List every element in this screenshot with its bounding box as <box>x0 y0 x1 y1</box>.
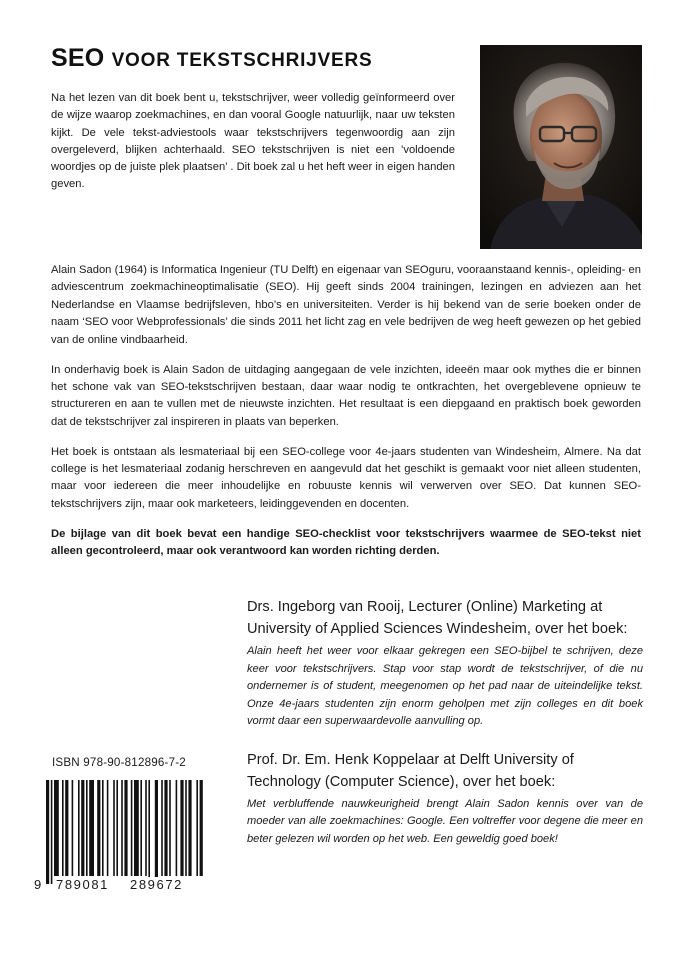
testimonials <box>247 596 643 848</box>
barcode-bar <box>140 780 142 876</box>
barcode-bar <box>97 780 100 876</box>
author-portrait-image <box>480 45 642 249</box>
barcode-bar <box>134 780 139 876</box>
barcode-digit-first: 9 <box>34 877 43 892</box>
barcode-bar <box>180 780 183 876</box>
main-text <box>51 262 641 573</box>
barcode-bar <box>107 780 109 876</box>
testimonial <box>247 749 643 849</box>
barcode-bar <box>89 780 94 876</box>
paragraph-author-bio: Alain Sadon (1964) is Informatica Ingenieur (TU Delft) en eigenaar van SEOguru, vooraanstaand kennis-, opleiding- en adviescentrum zoekmachineoptimalisatie (SEO). Hij geeft sinds 2004 trainingen, lezingen en adviezen aan het Nederlandse en Vlaamse bedrijfsleven, hbo’s en universiteiten. Verder is hij bekend van de serie boeken onder de naam ‘SEO voor Webprofessionals’ die sinds 2011 het licht zag en vele bedrijven de weg heeft gewezen op het gebied van de online vindbaarheid. <box>51 264 641 346</box>
barcode-bar <box>121 780 123 876</box>
barcode-bar <box>164 780 167 876</box>
barcode-bar <box>161 780 163 876</box>
barcode-bar <box>124 780 127 876</box>
barcode-bar <box>169 780 171 876</box>
title-seo: SEO <box>51 44 105 72</box>
paragraph-book-origin: Het boek is ontstaan als lesmateriaal bij een SEO-college voor 4e-jaars studenten van Windesheim, Almere. Na dat college is het lesmateriaal zodanig herschreven en aangevuld dat het geschikt is gemaakt voor niet alleen studenten, maar voor iedereen die meer inhoudelijke en robuuste kennis wil verwerven over SEO. Dat kunnen SEO-tekstschrijvers zijn, maar ook marketeers, leidinggevenden en docenten. <box>51 445 641 510</box>
paragraph-book-challenge: In onderhavig boek is Alain Sadon de uitdaging aangegaan de vele inzichten, ideeën maar ook mythes die er binnen het schone vak van SEO-tekstschrijven bestaan, daar waar nodig te ontkrachten, het overgeblevene opnieuw te structureren en aan te vullen met de nieuwste inzichten. Het resultaat is een diepgaand en praktisch boek geworden dat de tekstschrijver zal inspireren in plaats van beperken. <box>51 363 641 428</box>
barcode-bar <box>185 780 187 876</box>
barcode-bars <box>34 780 204 884</box>
barcode-bar <box>131 780 133 876</box>
barcode <box>34 780 204 898</box>
barcode-bar <box>51 780 53 884</box>
barcode-bar <box>72 780 74 876</box>
barcode-bar <box>148 780 150 884</box>
barcode-digits-left: 789081 <box>56 877 109 892</box>
isbn-label: ISBN 978-90-812896-7-2 <box>52 756 186 769</box>
barcode-bar <box>200 780 203 876</box>
barcode-bar <box>65 780 68 876</box>
book-title <box>51 44 373 73</box>
testimonial-text: Met verbluffende nauwkeurigheid brengt Alain Sadon kennis over van de moeder van alle zoekmachines: Google. Een voltreffer voor degene die meer en beter gelezen wil worden op het web. Een geweldig goed boek! <box>247 797 643 845</box>
paragraph-checklist: De bijlage van dit boek bevat een handige SEO-checklist voor tekstschrijvers waarmee de SEO-tekst niet alleen gecontroleerd, maar ook verantwoord kan worden richting derden. <box>51 527 641 558</box>
barcode-bar <box>176 780 178 876</box>
barcode-bar <box>62 780 64 876</box>
intro-text: Na het lezen van dit boek bent u, tekstschrijver, weer volledig geïnformeerd over de wijze waarop zoekmachines, en dan vooral Google natuurlijk, naar uw teksten kijkt. De vele tekst-adviestools waar tekstschrijvers tegenwoordig aan zijn overgeleverd, blijken achterhaald. SEO tekstschrijven is niet een ’voldoende woordjes op de juiste plek plaatsen’ . Dit boek zal u het heft weer in eigen handen geven. <box>51 92 455 191</box>
testimonial-text: Alain heeft het weer voor elkaar gekregen een SEO-bijbel te schrijven, deze keer voor tekstschrijvers. Stap voor stap wordt de tekstschrijver, of die nu ondernemer is of student, meegenomen op het pad naar de uiteindelijke tekst. Onze 4e-jaars studenten zijn enorm geholpen met zijn colleges en dit boek vormt daar een superwaardevolle aanvulling op. <box>247 645 643 727</box>
barcode-bar <box>196 780 198 876</box>
barcode-bar <box>116 780 118 876</box>
barcode-bar <box>81 780 84 876</box>
barcode-bar <box>102 780 104 876</box>
testimonial-author: Drs. Ingeborg van Rooij, Lecturer (Online) Marketing at University of Applied Sciences Windesheim, over het boek: <box>247 599 628 637</box>
barcode-bar <box>113 780 115 876</box>
barcode-bar <box>188 780 191 876</box>
barcode-bar <box>46 780 49 884</box>
barcode-bar <box>78 780 80 876</box>
barcode-bar <box>86 780 88 876</box>
barcode-bar <box>145 780 147 876</box>
author-photo <box>480 45 642 249</box>
barcode-bar <box>155 780 158 884</box>
title-rest: VOOR TEKSTSCHRIJVERS <box>111 50 373 71</box>
testimonial-author: Prof. Dr. Em. Henk Koppelaar at Delft University of Technology (Computer Science), over het boek: <box>247 751 574 790</box>
testimonial <box>247 596 643 731</box>
barcode-digits-right: 289672 <box>130 877 183 892</box>
barcode-bar <box>54 780 59 876</box>
